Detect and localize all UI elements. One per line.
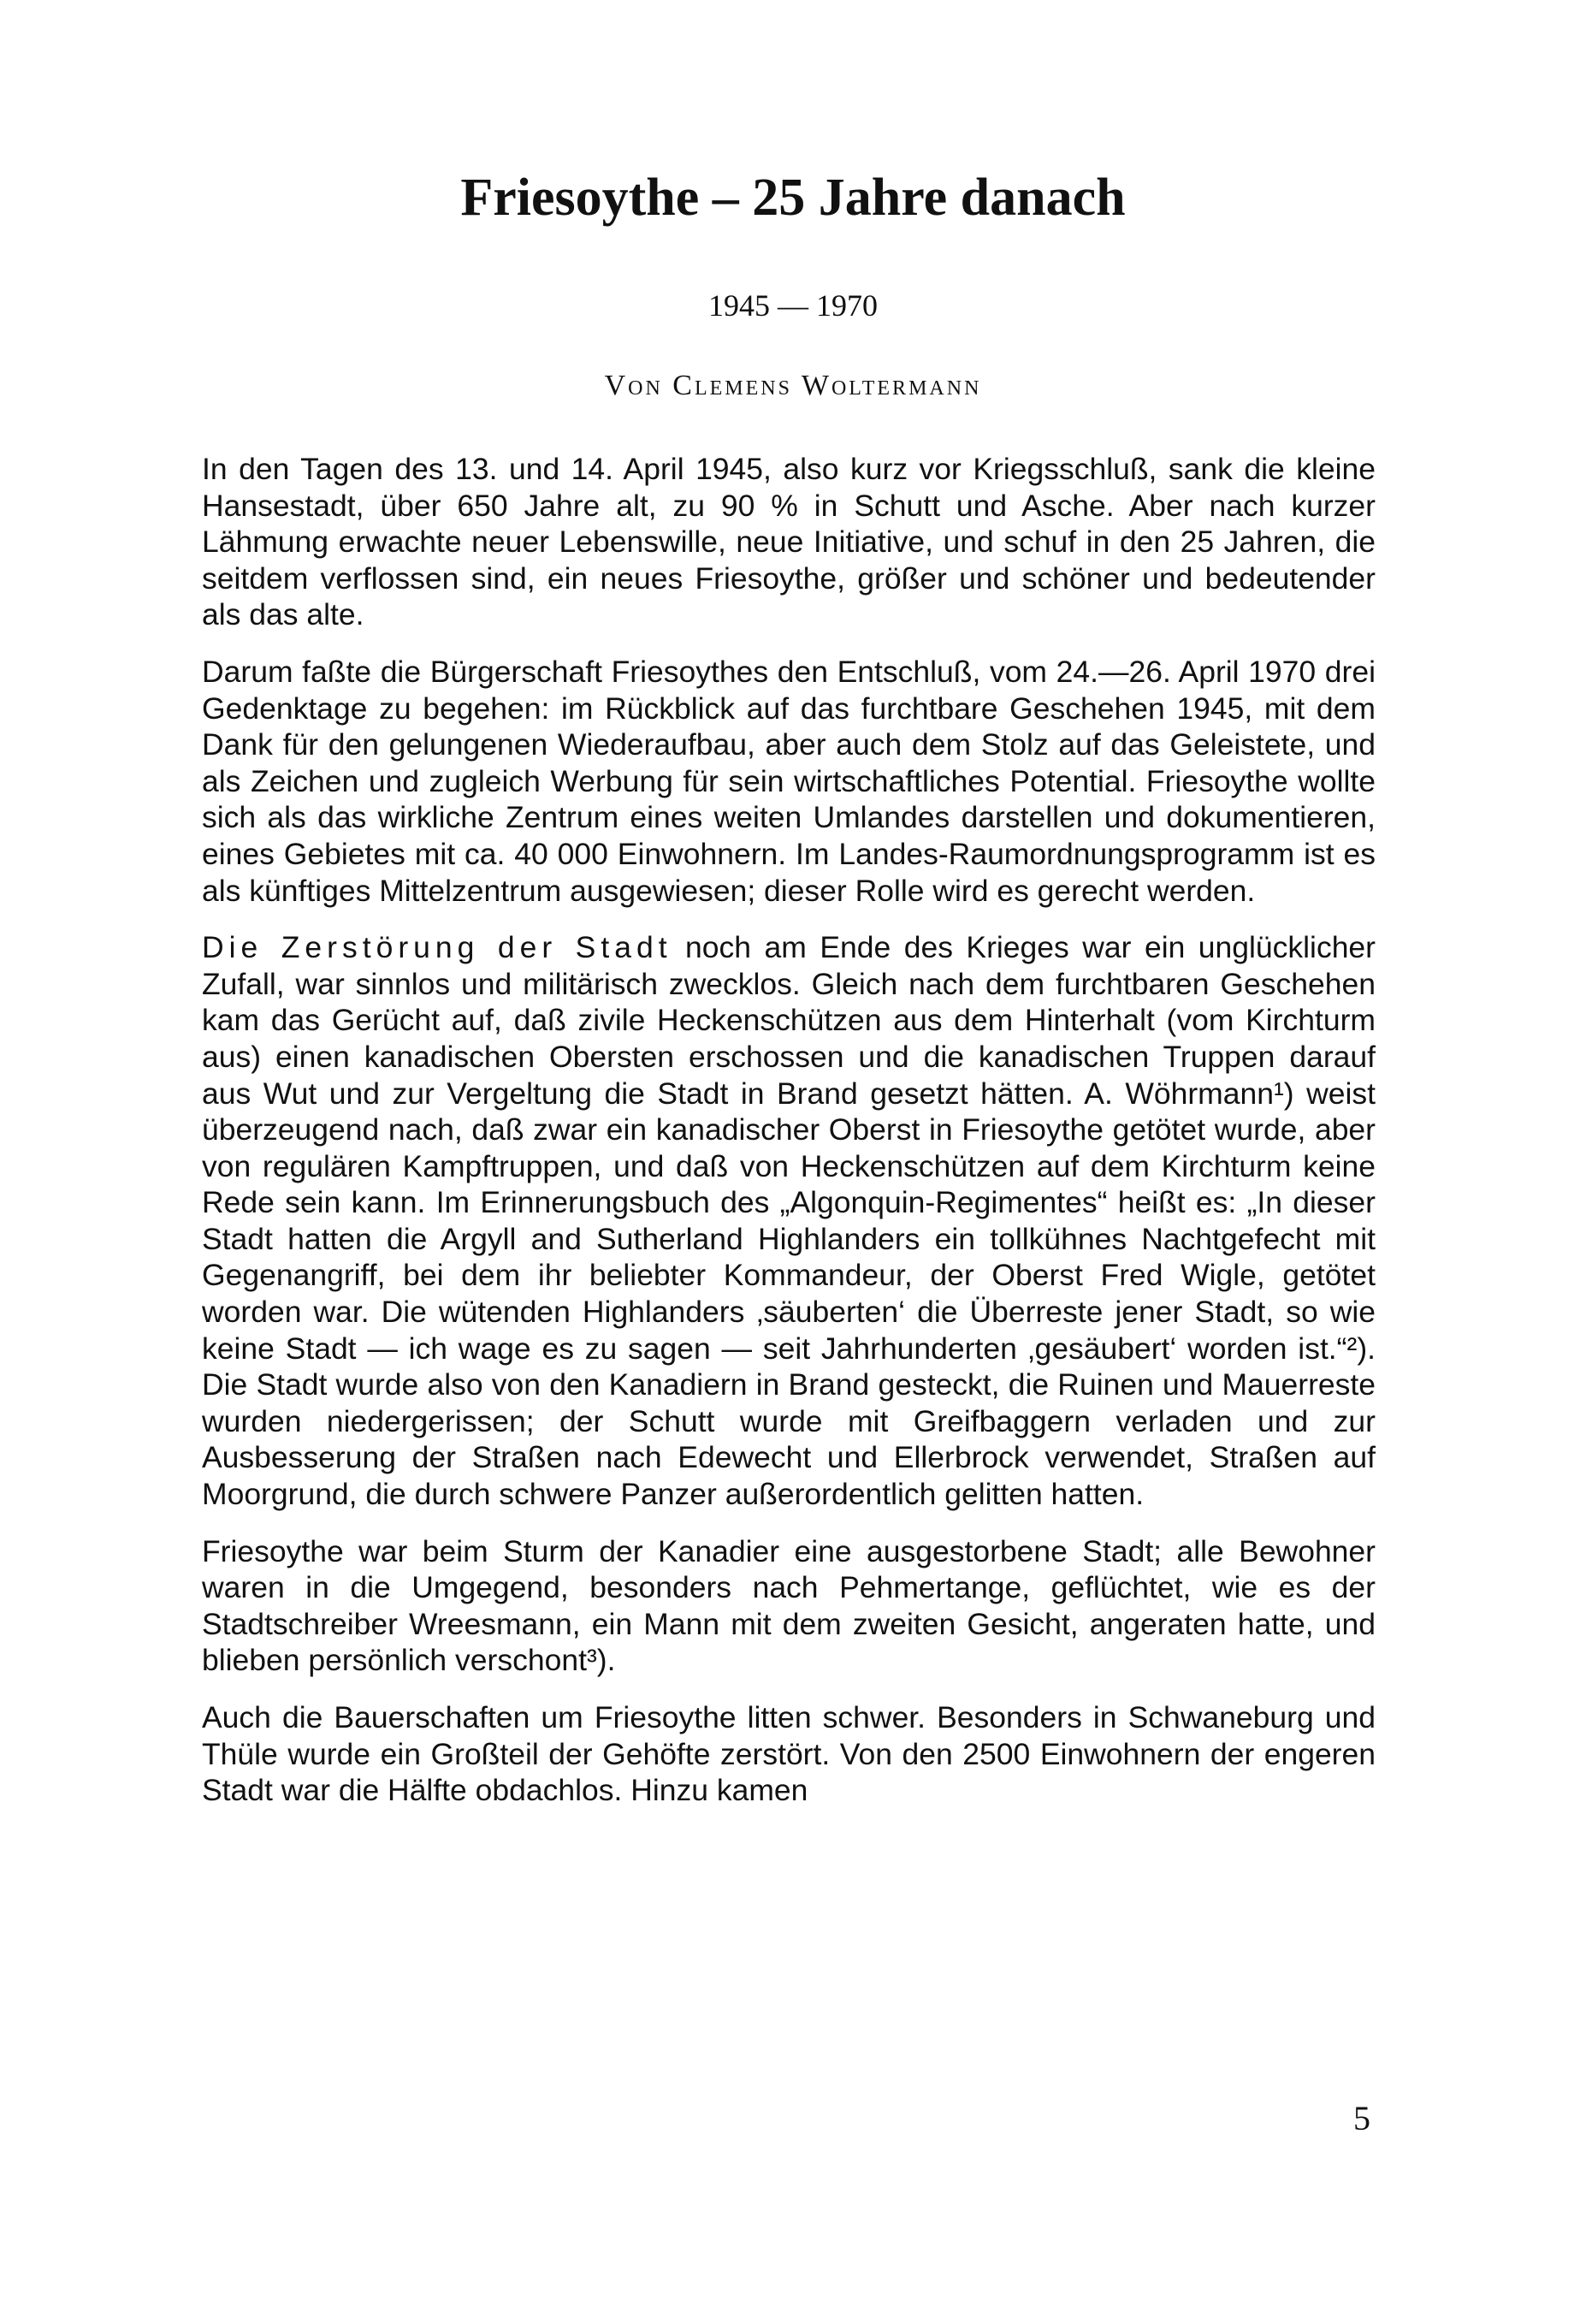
paragraph-5: Auch die Bauerschaften um Friesoythe litten schwer. Besonders in Schwaneburg und Thüle wurde ein Großteil der Gehöfte zerstört. Von den 2500 Einwohnern der engeren Stadt war die Hälfte obdachlos. Hinzu kamen — [202, 1700, 1376, 1808]
paragraph-3-lead: Die Zerstörung der Stadt — [202, 930, 672, 965]
paragraph-4: Friesoythe war beim Sturm der Kanadier eine ausgestorbene Stadt; alle Bewohner waren in die Umgegend, besonders nach Pehmertange, geflüchtet, wie es der Stadtschreiber Wreesmann, ein Mann mit dem zweiten Gesicht, angeraten hatte, und blieben persönlich verschont³). — [202, 1533, 1376, 1678]
article-body — [202, 451, 1376, 1829]
paragraph-1: In den Tagen des 13. und 14. April 1945, also kurz vor Kriegsschluß, sank die kleine Hansestadt, über 650 Jahre alt, zu 90 % in Schutt und Asche. Aber nach kurzer Lähmung erwachte neuer Lebenswille, neue Initiative, und schuf in den 25 Jahren, die seitdem verflossen sind, ein neues Friesoythe, größer und schöner und bedeutender als das alte. — [202, 452, 1376, 632]
article-author: Von Clemens Woltermann — [604, 370, 982, 401]
paragraph-3 — [202, 929, 1376, 1513]
article-years: 1945 — 1970 — [708, 288, 878, 323]
page-number: 5 — [1353, 2099, 1370, 2137]
article-title: Friesoythe ‒ 25 Jahre danach — [460, 169, 1126, 227]
paragraph-3-text: noch am Ende des Krieges war ein unglücklicher Zufall, war sinnlos und militärisch zwecklos. Gleich nach dem furchtbaren Geschehen kam das Gerücht auf, daß zivile Heckenschützen aus dem Hinterhalt (vom Kirchturm aus) einen kanadischen Obersten erschossen und die kanadischen Truppen darauf aus Wut und zur Vergeltung die Stadt in Brand gesetzt hätten. A. Wöhrmann¹) weist überzeugend nach, daß zwar ein kanadischer Oberst in Friesoythe getötet wurde, aber von regulären Kampftruppen, und daß von Heckenschützen auf dem Kirchturm keine Rede sein kann. Im Erinnerungsbuch des „Algonquin-Regimentes“ heißt es: „In dieser Stadt hatten die Argyll and Sutherland Highlanders ein tollkühnes Nachtgefecht mit Gegenangriff, bei dem ihr beliebter Kommandeur, der Oberst Fred Wigle, getötet worden war. Die wütenden Highlanders ‚säuberten‘ die Überreste jener Stadt, so wie keine Stadt — ich wage es zu sagen — seit Jahrhunderten ‚gesäubert‘ worden ist.“²). Die Stadt wurde also von den Kanadiern in Brand gesteckt, die Ruinen und Mauerreste wurden niedergerissen; der Schutt wurde mit Greifbaggern verladen und zur Ausbesserung der Straßen nach Edewecht und Ellerbrock verwendet, Straßen auf Moorgrund, die durch schwere Panzer außerordentlich gelitten hatten. — [202, 930, 1376, 1512]
paragraph-2: Darum faßte die Bürgerschaft Friesoythes den Entschluß, vom 24.—26. April 1970 drei Gedenktage zu begehen: im Rückblick auf das furchtbare Geschehen 1945, mit dem Dank für den gelungenen Wiederaufbau, aber auch dem Stolz auf das Geleistete, und als Zeichen und zugleich Werbung für sein wirtschaftliches Potential. Friesoythe wollte sich als das wirkliche Zentrum eines weiten Umlandes darstellen und dokumentieren, eines Gebietes mit ca. 40 000 Einwohnern. Im Landes-Raumordnungsprogramm ist es als künftiges Mittelzentrum ausgewiesen; dieser Rolle wird es gerecht werden. — [202, 654, 1376, 908]
